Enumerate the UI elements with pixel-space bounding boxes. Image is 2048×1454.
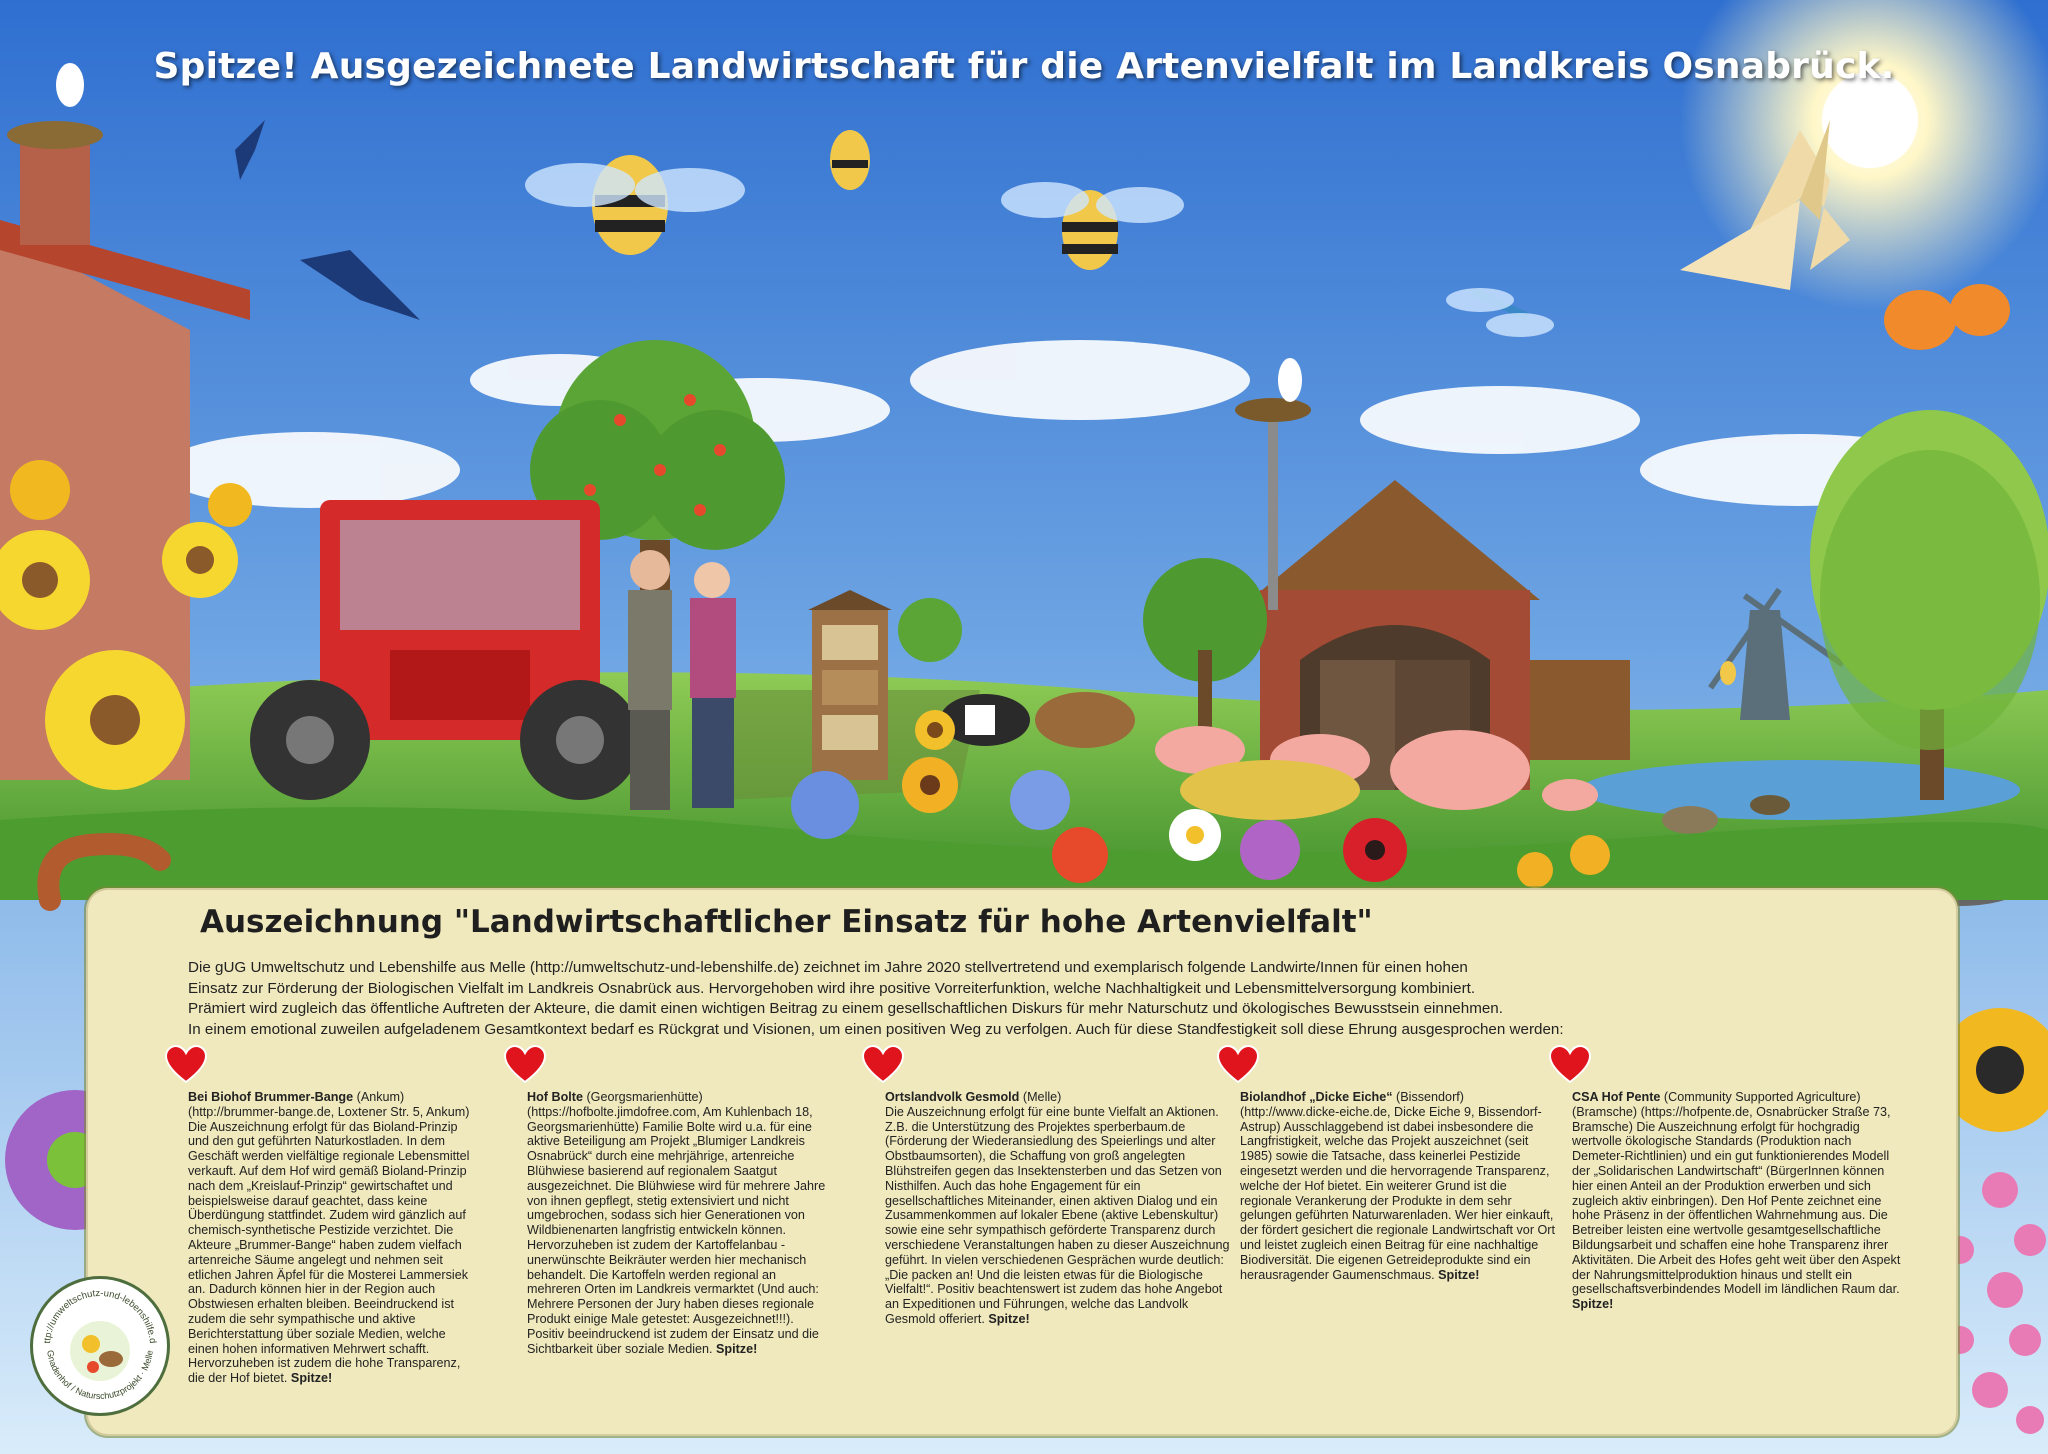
farm-place: (Community Supported Agriculture) xyxy=(1660,1090,1861,1104)
heart-icon xyxy=(1216,1044,1260,1084)
farm-closing: Spitze! xyxy=(716,1341,758,1356)
heart-icon xyxy=(861,1044,905,1084)
intro-line: In einem emotional zuweilen aufgeladenem Gesamtkontext bedarf es Rückgrat und Visionen, um einen positiven Weg zu verfolgen. Auch für diese Standfestigkeit soll diese Ehrung ausgesprochen werden: xyxy=(188,1020,1564,1038)
farm-column-hof-pente xyxy=(1572,1090,1902,1312)
farm-place: (Ankum) xyxy=(353,1090,405,1104)
award-title: Auszeichnung "Landwirtschaftlicher Einsatz für hohe Artenvielfalt" xyxy=(200,904,1373,940)
intro-line: Die gUG Umweltschutz und Lebenshilfe aus Melle (http://umweltschutz-und-lebenshilfe.de) zeichnet im Jahre 2020 stellvertretend und exemplarisch folgende Landwirte/Innen für einen hohen xyxy=(188,959,1468,976)
farm-place: (Georgsmarienhütte) xyxy=(582,1090,703,1104)
heart-icon xyxy=(1548,1044,1592,1084)
insect-hotel xyxy=(808,590,892,780)
farm-name: Biolandhof „Dicke Eiche“ xyxy=(1240,1090,1393,1104)
farm-text: (http://brummer-bange.de, Loxtener Str. 5, Ankum) Die Auszeichnung erfolgt für das Bioland-Prinzip und den gut geführten Naturkostladen. In dem Geschäft werden vielfältige regionale Lebensmittel verkauft. Auf dem Hof wird gemäß Bioland-Prinzip nach dem „Kreislauf-Prinzip“ gewirtschaftet und beispielsweise darauf geachtet, dass keine Überdüngung stattfindet. Zudem wird gänzlich auf chemisch-synthetische Pestizide verzichtet. Die Akteure „Brummer-Bange“ haben zudem vielfach artenreiche Säume angelegt und nehmen seit etlichen Jahren Äpfel für die Mosterei Lammersiek an. Dadurch können hier in der Region auch Obstwiesen erhalten bleiben. Beeindruckend ist zudem die sehr sympathische und aktive Berichterstattung über soziale Medien, welche einen hohen informativen Mehrwert schafft. Hervorzuheben ist zudem die hohe Transparenz, die der Hof bietet. xyxy=(188,1104,470,1386)
farm-name: Hof Bolte xyxy=(527,1090,583,1104)
farm-closing: Spitze! xyxy=(988,1311,1030,1326)
farm-closing: Spitze! xyxy=(1572,1297,1614,1312)
farm-name: CSA Hof Pente xyxy=(1572,1090,1661,1104)
farm-place: (Melle) xyxy=(1019,1090,1062,1104)
farm-column-dicke-eiche xyxy=(1240,1090,1560,1282)
intro-line: Einsatz zur Förderung der Biologischen Vielfalt im Landkreis Osnabrück aus. Hervorgehoben wird ihre positive Vorreiterfunktion, welche Nachhaltigkeit und Lebensmittelversorgung kombiniert. xyxy=(188,979,1476,997)
farm-column-hof-bolte xyxy=(527,1090,827,1356)
intro-line: Prämiert wird zugleich das öffentliche Auftreten der Akteure, die damit einen wichtigen Beitrag zu einem gesellschaftlichen Diskurs für mehr Naturschutz und ökologisches Bewusstsein einnehmen. xyxy=(188,1000,1503,1017)
farm-name: Bei Biohof Brummer-Bange xyxy=(188,1090,354,1104)
farm-column-brummer-bange xyxy=(188,1090,478,1386)
farm-text: (https://hofbolte.jimdofree.com, Am Kuhlenbach 18, Georgsmarienhütte) Familie Bolte wird u.a. für eine aktive Beteiligung am Projekt „Blumiger Landkreis Osnabrück“ durch eine mehrjährige, artenreiche Blühwiese basierend auf regionalem Saatgut ausgezeichnet. Die Blühwiese wird für mehrere Jahre von ihnen gepflegt, stetig extensiviert und nicht umgebrochen, sodass sich hier Generationen von Wildbienenarten langfristig entwickeln können. Hervorzuheben ist zudem der Kartoffelanbau - unerwünschte Beikräuter werden hier mechanisch behandelt. Die Kartoffeln werden regional an mehreren Orten im Landkreis vermarktet (Und auch: Mehrere Personen der Jury haben dieses regionale Produkt einige Male getestet: Ausgezeichnet!!!). Positiv beeindruckend ist zudem der Einsatz und die Sichtbarkeit über soziale Medien. xyxy=(527,1104,826,1356)
farm-name: Ortslandvolk Gesmold xyxy=(885,1090,1020,1104)
farm-closing: Spitze! xyxy=(1438,1267,1480,1282)
organization-logo xyxy=(30,1276,170,1416)
farm-text: Die Auszeichnung erfolgt für eine bunte Vielfalt an Aktionen. Z.B. die Unterstützung des Projektes sperberbaum.de (Förderung der Wiederansiedlung des Speierlings und alter Obstbaumsorten), die Schaffung von groß angelegten Blühstreifen gegen das Insektensterben und das Setzen von Nisthilfen. Auch das hohe Engagement für ein gesellschaftliches Miteinander, einen aktiven Dialog und ein Zusammenkommen auf lokaler Ebene (aktive Lebenskultur) sowie eine sehr sympathisch geförderte Transparenz durch verschiedene Veranstaltungen haben zu dieser Auszeichnung geführt. In vielen verschiedenen Gesprächen wurde deutlich: „Die packen an! Und die leisten etwas für die Biologische Vielfalt!“. Positiv beachtenswert ist zudem das hohe Angebot an Expeditionen und Führungen, welche das Landvolk Gesmold offeriert. xyxy=(885,1104,1230,1326)
award-intro xyxy=(188,958,1968,1040)
pond xyxy=(1580,760,2020,820)
logo-ring-bottom: Gnadenhof / Naturschutzprojekt · Melle xyxy=(45,1349,155,1402)
farm-text: (http://www.dicke-eiche.de, Dicke Eiche 9, Bissendorf-Astrup) Ausschlaggebend ist dabei insbesondere die Langfristigkeit, welche das Projekt auszeichnet (seit 1985) sowie die Tatsache, dass keinerlei Pestizide eingesetzt werden und die hervorragende Transparenz, welche der Hof bietet. Ein weiterer Grund ist die regionale Verankerung der Produkte in dem sehr gelungen geführten Naturwarenladen. Wer hier einkauft, der fördert gesichert die regionale Landwirtschaft vor Ort und leistet zugleich einen Beitrag für eine nachhaltige Biodiversität. Die eigenen Getreideprodukte sind ein herausragender Gaumenschmaus. xyxy=(1240,1104,1555,1282)
logo-graphic xyxy=(33,1279,167,1413)
logo-ring-top: ttp://umweltschutz-und-lebenshilfe.d xyxy=(42,1287,158,1344)
page-headline: Spitze! Ausgezeichnete Landwirtschaft für die Artenvielfalt im Landkreis Osnabrück. xyxy=(153,46,1895,87)
heart-icon xyxy=(503,1044,547,1084)
farm-place: (Bissendorf) xyxy=(1392,1090,1464,1104)
farm-closing: Spitze! xyxy=(290,1371,333,1386)
farm-text: (Bramsche) (https://hofpente.de, Osnabrücker Straße 73, Bramsche) Die Auszeichnung erfolgt für hochgradig wertvolle ökologische Standards (Produktion nach Demeter-Richtlinien) und ein gut funktionierendes Modell der „Solidarischen Landwirtschaft“ (BürgerInnen können hier einen Anteil an der Produktion erwerben und sich zugleich aktiv einbringen). Den Hof Pente zeichnet eine hohe Präsenz in der öffentlichen Wahrnehmung aus. Die Betreiber leisten eine wertvolle gesamtgesellschaftliche Bildungsarbeit und schaffen eine hohe Transparenz ihrer Aktivitäten. Die Arbeit des Hofes geht weit über den Aspekt der Nahrungsmittelproduktion hinaus und stellt ein gesellschaftsverbindendes Modell im ländlichen Raum dar. xyxy=(1572,1104,1901,1297)
farm-column-gesmold xyxy=(885,1090,1235,1327)
heart-icon xyxy=(164,1044,208,1084)
